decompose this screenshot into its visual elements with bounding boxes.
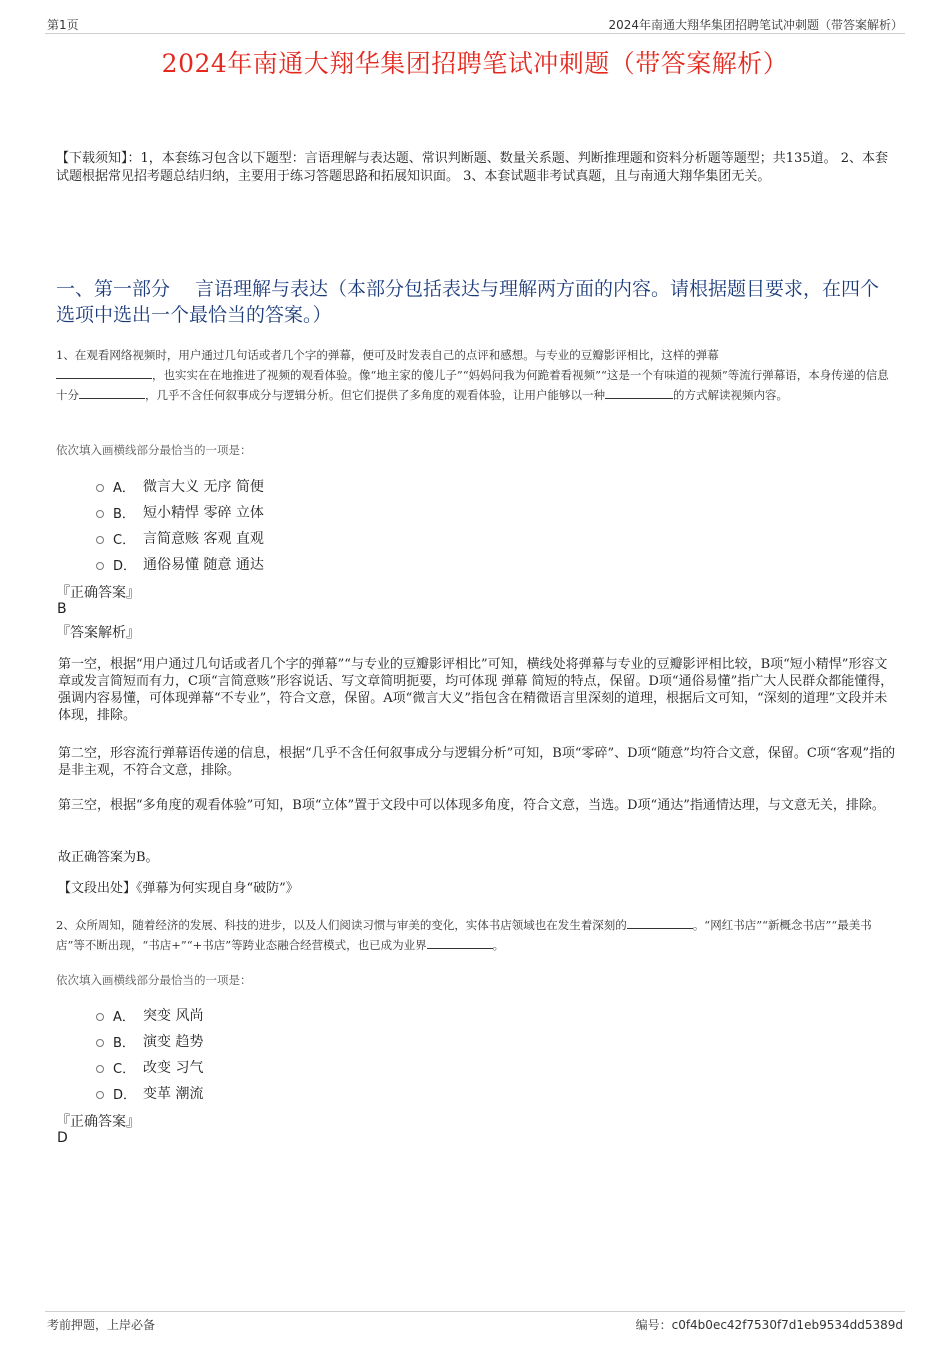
section-heading: 一、第一部分 言语理解与表达（本部分包括表达与理解两方面的内容。请根据题目要求，在四个选项中选出一个最恰当的答案。） — [56, 278, 880, 326]
q1-analysis-paragraph: 第三空，根据“多角度的观看体验”可知，B项“立体”置于文段中可以体现多角度，符合文意，当选。D项“通达”指通情达理，与文意无关，排除。 — [58, 798, 885, 813]
option-letter: C． — [113, 532, 136, 548]
q1-text-part: 的方式解读视频内容。 — [673, 388, 788, 402]
option-text: 变革 潮流 — [143, 1086, 204, 1102]
document-title: 2024年南通大翔华集团招聘笔试冲刺题（带答案解析） — [161, 49, 789, 78]
q1-text-part: 1、在观看网络视频时，用户通过几句话或者几个字的弹幕，便可及时发表自己的点评和感想。与专业的豆瓣影评相比，这样的弹幕 — [56, 348, 719, 362]
q1-option-b[interactable] — [96, 502, 264, 522]
footer-code — [636, 1316, 903, 1333]
option-letter: C． — [113, 1061, 136, 1077]
page-header — [45, 14, 905, 34]
answer-blank — [56, 366, 152, 379]
option-text: 改变 习气 — [143, 1060, 204, 1076]
radio-icon[interactable] — [96, 1065, 104, 1073]
question-1-text — [56, 345, 896, 405]
option-text: 短小精悍 零碎 立体 — [143, 505, 264, 521]
radio-icon[interactable] — [96, 1039, 104, 1047]
answer-blank — [427, 936, 493, 949]
q2-option-a[interactable] — [96, 1005, 203, 1025]
option-text: 通俗易懂 随意 通达 — [143, 557, 264, 573]
footer-code-label: 编号： — [635, 1318, 672, 1332]
radio-icon[interactable] — [96, 536, 104, 544]
q1-analysis-label: 『答案解析』 — [56, 625, 140, 641]
q1-text-part: ，几乎不含任何叙事成分与逻辑分析。但它们提供了多角度的观看体验，让用户能够以一种 — [145, 388, 605, 402]
q1-analysis-conclusion: 故正确答案为B。 — [58, 850, 159, 865]
answer-blank — [79, 386, 145, 399]
download-notice: 【下载须知】：1，本套练习包含以下题型：言语理解与表达题、常识判断题、数量关系题、判断推理题和资料分析题等题型；共135道。 2、本套试题根据常见招考题总结归纳，主要用于练习答题思路和拓展知识面。 3、本套试题非考试真题，且与南通大翔华集团无关。 — [56, 151, 888, 184]
option-letter: D． — [113, 1087, 137, 1103]
radio-icon[interactable] — [96, 1091, 104, 1099]
q1-option-a[interactable] — [96, 476, 264, 496]
q1-option-d[interactable] — [96, 554, 264, 574]
radio-icon[interactable] — [96, 562, 104, 570]
q2-option-c[interactable] — [96, 1057, 203, 1077]
q1-option-c[interactable] — [96, 528, 264, 548]
q2-answer-label: 『正确答案』 — [56, 1114, 140, 1130]
footer-code-value: c0f4b0ec42f7530f7d1eb9534dd5389d — [671, 1318, 903, 1332]
q2-option-d[interactable] — [96, 1083, 203, 1103]
question-2-text — [56, 915, 896, 955]
option-text: 演变 趋势 — [143, 1034, 204, 1050]
option-letter: B． — [113, 506, 135, 522]
q1-analysis-paragraph: 第一空，根据“用户通过几句话或者几个字的弹幕”“与专业的豆瓣影评相比”可知，横线处将弹幕与专业的豆瓣影评相比较，B项“短小精悍”形容文章或发言简短而有力，C项“言简意赅”形容说话、写文章简明扼要，均可体现 弹幕 简短的特点，保留。D项“通俗易懂”指广大人民群众都能懂得，强调内容易懂，可体现弹幕“不专业”，符合文意，保留。A项“微言大义”指包含在精微语言里深刻的道理，根据后文可知，“深刻的道理”文段并未体现，排除。 — [58, 657, 894, 723]
option-letter: A． — [113, 1009, 135, 1025]
radio-icon[interactable] — [96, 484, 104, 492]
answer-blank — [627, 916, 693, 929]
answer-blank — [605, 386, 673, 399]
radio-icon[interactable] — [96, 510, 104, 518]
q2-answer: D — [57, 1130, 68, 1146]
option-text: 微言大义 无序 简便 — [143, 479, 264, 495]
q2-prompt: 依次填入画横线部分最恰当的一项是： — [56, 973, 252, 987]
page-footer — [45, 1311, 905, 1334]
radio-icon[interactable] — [96, 1013, 104, 1021]
q2-text-part: 2、众所周知，随着经济的发展、科技的进步，以及人们阅读习惯与审美的变化，实体书店领域也在发生着深刻的 — [56, 918, 627, 932]
q1-answer-label: 『正确答案』 — [56, 585, 140, 601]
option-letter: D． — [113, 558, 137, 574]
q2-text-part: 。“网红书店”“新概念书店”“最美书店”等不断出现，“书店+”“+书店”等跨业态融合经营模式，也已成为业界 — [56, 918, 872, 952]
option-letter: A． — [113, 480, 135, 496]
page-number: 第1页 — [47, 18, 79, 32]
footer-slogan: 考前押题，上岸必备 — [47, 1318, 156, 1332]
q2-text-part: 。 — [492, 938, 505, 952]
q1-answer: B — [57, 601, 67, 617]
header-doc-title: 2024年南通大翔华集团招聘笔试冲刺题（带答案解析） — [608, 18, 903, 32]
q1-text-part: ，也实实在在地推进了视频的观看体验。像“地主家的傻儿子”“妈妈问我为何跪着看视频”“这是一个有味道的视频”等流行弹幕语，本身传递的信息十分 — [56, 368, 889, 402]
q2-option-b[interactable] — [96, 1031, 203, 1051]
q1-analysis-paragraph: 第二空，形容流行弹幕语传递的信息，根据“几乎不含任何叙事成分与逻辑分析”可知，B项“零碎”、D项“随意”均符合文意，保留。C项“客观”指的是非主观，不符合文意，排除。 — [58, 746, 896, 778]
option-letter: B． — [113, 1035, 135, 1051]
q1-prompt: 依次填入画横线部分最恰当的一项是： — [56, 443, 252, 457]
option-text: 言简意赅 客观 直观 — [143, 531, 264, 547]
option-text: 突变 风尚 — [143, 1008, 204, 1024]
q1-source: 【文段出处】《弹幕为何实现自身“破防”》 — [58, 881, 299, 896]
